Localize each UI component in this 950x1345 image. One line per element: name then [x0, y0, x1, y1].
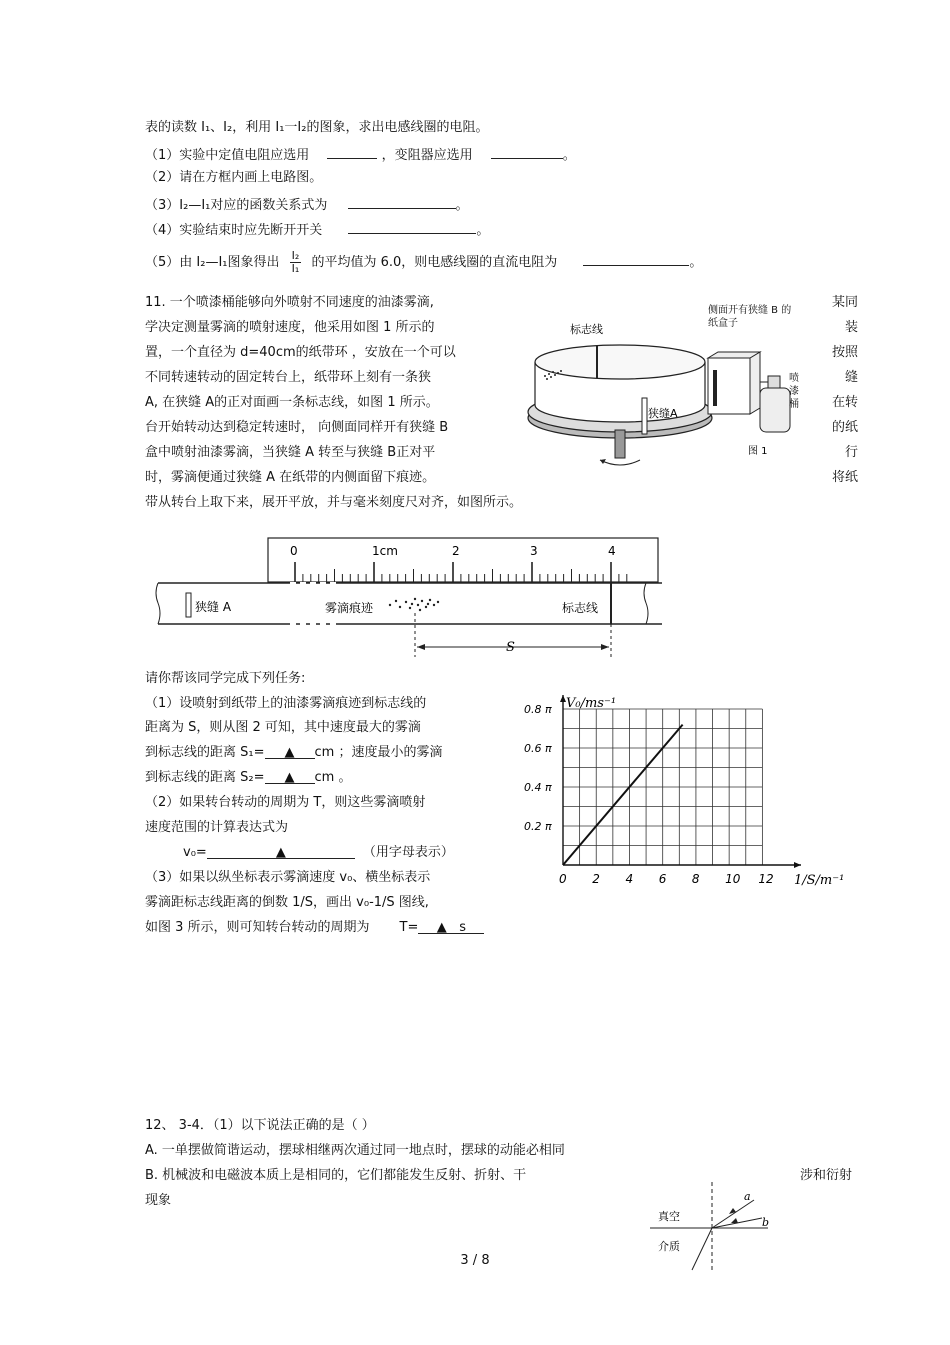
- ruler-label-0: 0: [290, 544, 298, 558]
- T-answer-blank[interactable]: [418, 919, 484, 934]
- q11-line: 置，一个直径为 d=40cm的纸带环 ，安放在一个可以: [145, 345, 456, 360]
- figure1-apparatus: [525, 300, 825, 480]
- q10-blank-function[interactable]: [348, 194, 456, 209]
- ray-b-arrow: [731, 1218, 738, 1223]
- strip-slit-label: 狭缝 A: [195, 600, 232, 614]
- q11-line: 学决定测量雾滴的喷射速度，他采用如图 1 所示的: [145, 320, 435, 335]
- q11-right-word: 在转: [831, 395, 858, 410]
- q10-part2: （2）请在方框内画上电路图。: [145, 170, 323, 185]
- task2-line: （2）如果转台转动的周期为 T，则这些雾滴喷射: [145, 795, 426, 810]
- paper-box-label-wrap: [708, 304, 794, 350]
- ratio-fraction: [290, 250, 302, 275]
- triangle-icon: ▲: [284, 770, 295, 785]
- task2-hint: （用字母表示）: [362, 845, 454, 860]
- ray-b-label: b: [762, 1216, 770, 1229]
- x-tick-label: 8: [691, 872, 700, 886]
- task1-line: 距离为 S，则从图 2 可知，其中速度最大的雾滴: [145, 720, 421, 735]
- q12-title: 12、 3-4．（1）以下说法正确的是（ ）: [145, 1118, 375, 1133]
- q10-part1-text: （1）实验中定值电阻应选用: [145, 148, 310, 163]
- paper-ring-top: [535, 345, 705, 379]
- series-line: [563, 725, 683, 865]
- medium-label: 介质: [658, 1240, 680, 1253]
- q11-line: A, 在狭缝 A的正对面画一条标志线，如图 1 所示。: [145, 395, 439, 410]
- q10-blank-switch[interactable]: [348, 219, 476, 234]
- spray-can-label: 喷漆桶: [789, 373, 799, 410]
- q11-line: 不同转速转动的固定转台上，纸带环上刻有一条狭: [145, 370, 432, 385]
- q10-part3-text: （3）I₂—I₁对应的函数关系式为: [145, 198, 328, 213]
- figure3-chart: [520, 685, 850, 895]
- spray-can-nozzle: [768, 376, 780, 388]
- task1-s1-tail: cm ；速度最小的雾滴: [314, 745, 443, 760]
- rotation-arrowhead: [600, 459, 606, 464]
- ruler-label-3: 3: [530, 544, 538, 558]
- q10-intro: 表的读数 I₁、I₂，利用 I₁一I₂的图象，求出电感线圈的电阻。: [145, 120, 489, 135]
- slit-a-label: 狭缝A: [648, 407, 678, 420]
- ray-a-label: a: [744, 1190, 751, 1203]
- q10-part1-text2: ，变阻器应选用: [381, 148, 473, 163]
- triangle-icon: ▲: [284, 745, 295, 760]
- q11-right-word: 按照: [831, 345, 858, 360]
- task3-line: （3）如果以纵坐标表示雾滴速度 v₀、横坐标表示: [145, 870, 431, 885]
- triangle-icon: ▲: [436, 920, 447, 935]
- page-number: 3 / 8: [460, 1253, 490, 1268]
- task3-T-label: T=: [399, 920, 419, 935]
- chart-xlabel: 1/S/m⁻¹: [794, 873, 845, 888]
- chart-grid: [563, 709, 762, 865]
- q10-part5-text: （5）由 I₂—I₁图象得出: [145, 255, 280, 270]
- v0-answer-blank[interactable]: [207, 844, 355, 859]
- q11-line: 带从转台上取下来，展开平放，并与毫米刻度尺对齐，如图所示。: [145, 495, 523, 510]
- q12-option-b: B. 机械波和电磁波本质上是相同的，它们都能发生反射、折射、干: [145, 1168, 527, 1183]
- strip-droplets: [389, 598, 439, 611]
- q12-option-b-tail: 涉和衍射: [799, 1168, 852, 1183]
- task1-s1-text: 到标志线的距离 S₁=: [145, 745, 265, 760]
- q11-line: 11. 一个喷漆桶能够向外喷射不同速度的油漆雾滴,: [145, 295, 434, 310]
- ruler-label-2: 2: [452, 544, 460, 558]
- figure2-ruler-strip: [150, 535, 670, 660]
- q11-right-word: 装: [844, 320, 858, 335]
- q11-right-word: 行: [844, 445, 858, 460]
- q10-part3: [145, 194, 469, 215]
- task3-period: [145, 919, 484, 937]
- strip-slit-a: [186, 593, 191, 617]
- q11-line: 时，雾滴便通过狭缝 A 在纸带的内侧面留下痕迹。: [145, 470, 436, 485]
- q10-period: 。: [562, 148, 576, 163]
- task2-answer: [183, 844, 454, 862]
- x-tick-label: 2: [592, 872, 600, 886]
- x-tick-label: 12: [758, 872, 774, 886]
- q12-option-b-cont: 现象: [145, 1193, 172, 1208]
- s1-answer-blank[interactable]: [265, 744, 315, 759]
- strip-break-left: [156, 583, 160, 624]
- q11-right-word: 的纸: [831, 420, 858, 435]
- q10-blank-rheostat[interactable]: [491, 144, 563, 159]
- figure1-caption: 图 1: [748, 446, 768, 457]
- turntable-shaft: [615, 430, 625, 458]
- slit-a: [642, 398, 647, 434]
- task2-v0-label: v₀=: [183, 845, 207, 860]
- task3-line: 雾滴距标志线距离的倒数 1/S，画出 v₀-1/S 图线,: [145, 895, 429, 910]
- q10-blank-resistance[interactable]: [583, 251, 689, 266]
- y-tick-label: 0.4 π: [524, 781, 552, 794]
- task1-s2: [145, 769, 351, 787]
- chart-ylabel: V₀/ms⁻¹: [566, 696, 617, 711]
- q11-right-word: 某同: [831, 295, 858, 310]
- strip-trace-label: 雾滴痕迹: [325, 601, 374, 615]
- q10-period: 。: [455, 198, 469, 213]
- y-tick-label: 0.8 π: [524, 703, 552, 716]
- triangle-icon: ▲: [275, 845, 286, 860]
- fraction-numerator: I₂: [291, 249, 300, 262]
- q10-period: 。: [689, 255, 703, 270]
- q10-part4: [145, 219, 489, 240]
- x-tick-label: 6: [658, 872, 667, 886]
- x-tick-label: 10: [725, 872, 741, 886]
- task3-text: 如图 3 所示，则可知转台转动的周期为: [145, 920, 370, 935]
- task2-line: 速度范围的计算表达式为: [145, 820, 289, 835]
- vacuum-label: 真空: [658, 1210, 680, 1223]
- task-intro: 请你帮该同学完成下列任务:: [145, 671, 306, 686]
- strip-mark-label: 标志线: [562, 601, 599, 615]
- paper-box-label: 侧面开有狭缝 B 的纸盒子: [708, 305, 792, 329]
- rotation-arrow: [600, 460, 640, 465]
- q11-right-word: 将纸: [831, 470, 858, 485]
- q10-part1: [145, 144, 576, 165]
- ruler-label-1cm: 1cm: [372, 544, 398, 558]
- task1-s2-text: 到标志线的距离 S₂=: [145, 770, 265, 785]
- x-axis-arrow: [794, 862, 801, 868]
- s2-answer-blank[interactable]: [265, 769, 315, 784]
- q10-part5: [145, 250, 702, 275]
- y-tick-label: 0.6 π: [524, 742, 552, 755]
- y-tick-label: 0.2 π: [524, 820, 552, 833]
- spray-label-wrap: [789, 372, 805, 432]
- task1-s1: [145, 744, 442, 762]
- q12-option-a: A. 一单摆做简谐运动，摆球相继两次通过同一地点时，摆球的动能必相同: [145, 1143, 565, 1158]
- mark-line-label: 标志线: [570, 323, 603, 336]
- x-tick-label: 0: [559, 872, 567, 886]
- spray-can: [760, 388, 790, 432]
- chart-tick-labels: [524, 703, 774, 886]
- task1-line: （1）设喷射到纸带上的油漆雾滴痕迹到标志线的: [145, 696, 427, 711]
- q11-line: 盒中喷射油漆雾滴，当狭缝 A 转至与狭缝 B正对平: [145, 445, 436, 460]
- T-unit: s: [459, 920, 466, 935]
- q11-right-word: 缝: [844, 370, 858, 385]
- q10-part5-text2: 的平均值为 6.0，则电感线圈的直流电阻为: [311, 255, 558, 270]
- s-label: S: [506, 640, 515, 655]
- q10-blank-resistor[interactable]: [327, 144, 377, 159]
- q10-part4-text: （4）实验结束时应先断开开关: [145, 223, 323, 238]
- chart-series: [563, 725, 683, 865]
- fraction-denominator: I₁: [291, 262, 300, 275]
- q10-period: 。: [476, 223, 490, 238]
- slit-b: [713, 370, 717, 406]
- q11-line: 台开始转动达到稳定转速时， 向侧面同样开有狭缝 B: [145, 420, 449, 435]
- task1-s2-tail: cm 。: [314, 770, 352, 785]
- x-tick-label: 4: [625, 872, 634, 886]
- ruler-label-4: 4: [608, 544, 616, 558]
- strip-break-right: [644, 583, 648, 624]
